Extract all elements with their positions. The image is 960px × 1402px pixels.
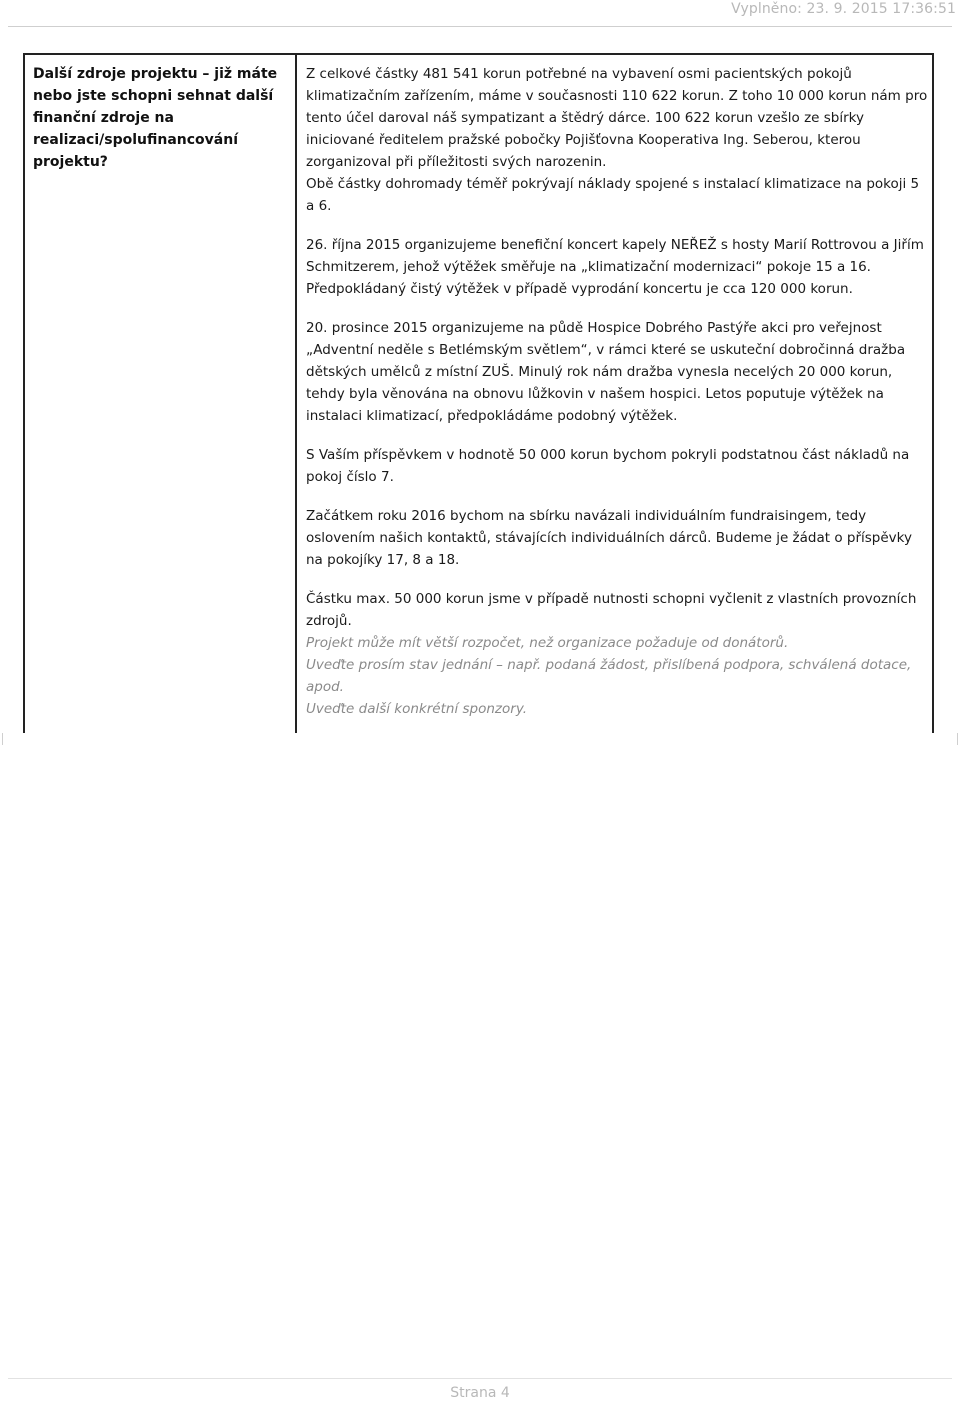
answer-paragraph: S Vaším příspěvkem v hodnotě 50 000 korun bychom pokryli podstatnou část nákladů na pokoj číslo 7.: [306, 447, 910, 485]
answer-paragraph: 26. října 2015 organizujeme benefiční koncert kapely NEŘEŽ s hosty Marií Rottrovou a Jiřím Schmitzerem, jehož výtěžek směřuje na „klimatizační modernizaci“ pokoje 15 a 16. Předpokládaný čistý výtěžek v případě vyprodání koncertu je cca 120 000 korun.: [306, 237, 924, 297]
field-hint: Uveďte další konkrétní sponzory.: [306, 701, 528, 717]
page-edge-right: [957, 733, 958, 745]
answer-paragraph: 20. prosince 2015 organizujeme na půdě Hospice Dobrého Pastýře akci pro veřejnost „Adventní neděle s Betlémským světlem“, v rámci které se uskuteční dobročinná dražba dětských umělců z místní ZUŠ. Minulý rok nám dražba vynesla necelých 20 000 korun, tehdy byla věnována na obnovu lůžkovin v našem hospici. Letos poputuje výtěžek na instalaci klimatizací, předpokládáme podobný výtěžek.: [306, 320, 906, 424]
column-divider: [295, 55, 297, 733]
page-number: Strana 4: [450, 1385, 510, 1401]
answer-paragraph: Obě částky dohromady téměř pokrývají náklady spojené s instalací klimatizace na pokoji 5 a 6.: [306, 176, 920, 214]
field-hint: Uveďte prosím stav jednání – např. podaná žádost, přislíbená podpora, schválená dotace, apod.: [306, 657, 912, 695]
answer-paragraph: Začátkem roku 2016 bychom na sbírku navázali individuálním fundraisingem, tedy oslovením našich kontaktů, stávajících individuálních dárců. Budeme je žádat o příspěvky na pokojíky 17, 8 a 18.: [306, 508, 912, 568]
field-label: Další zdroje projektu – již máte nebo jste schopni sehnat další finanční zdroje na realizaci/spolufinancování projektu?: [33, 66, 278, 170]
header-divider: [8, 26, 952, 27]
form-field-row: [23, 53, 934, 733]
page-edge-left: [2, 733, 3, 745]
answer-paragraph: Částku max. 50 000 korun jsme v případě nutnosti schopni vyčlenit z vlastních provozních zdrojů.: [306, 591, 917, 629]
field-hint: Projekt může mít větší rozpočet, než organizace požaduje od donátorů.: [306, 635, 789, 651]
footer-divider: [8, 1378, 952, 1379]
field-answer: [306, 63, 931, 720]
answer-paragraph: Z celkové částky 481 541 korun potřebné na vybavení osmi pacientských pokojů klimatizačním zařízením, máme v současnosti 110 622 korun. Z toho 10 000 korun nám pro tento účel daroval náš sympatizant a štědrý dárce. 100 622 korun vzešlo ze sbírky iniciované ředitelem pražské pobočky Pojišťovna Kooperativa Ing. Seberou, kterou zorganizoval při příležitosti svých narozenin.: [306, 66, 928, 170]
filled-timestamp: Vyplněno: 23. 9. 2015 17:36:51: [731, 1, 956, 17]
